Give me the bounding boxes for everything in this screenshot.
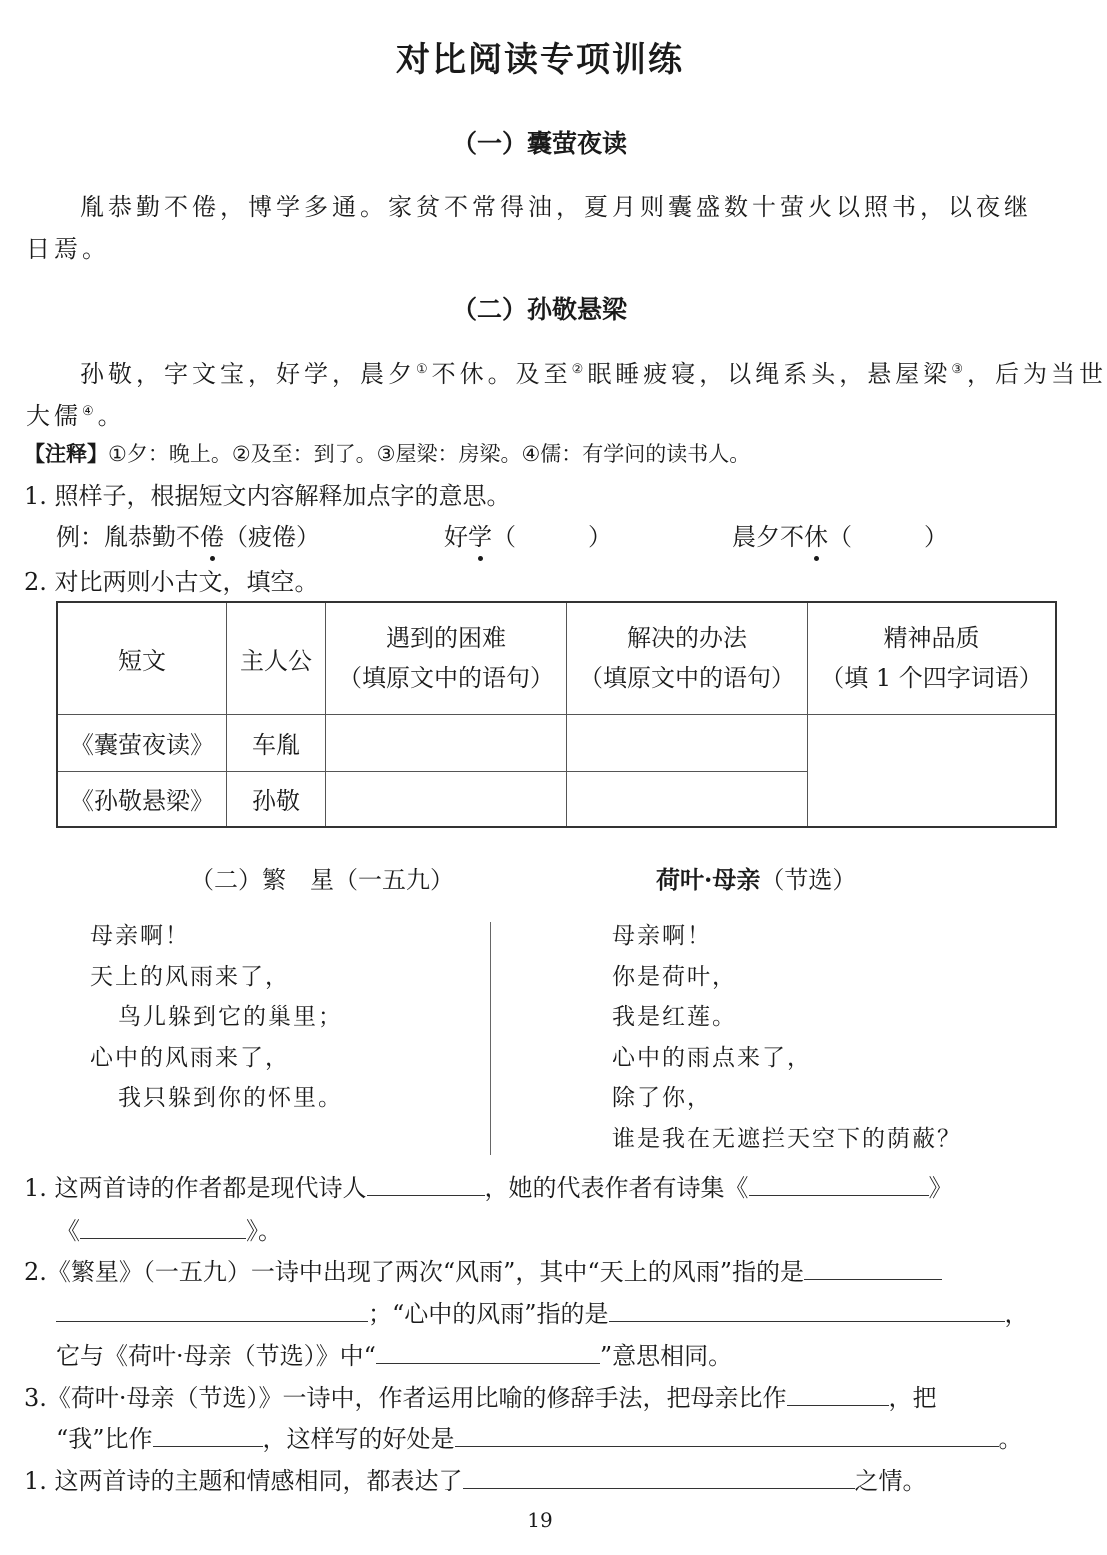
question-2-prompt: 2. 对比两则小古文，填空。 (24, 568, 319, 596)
sky-storm-blank-2[interactable] (56, 1301, 368, 1322)
poem-right-line-2: 你是荷叶， (612, 963, 737, 990)
passage-2-line-2 (26, 396, 126, 431)
question-1-item-1 (444, 517, 612, 552)
pq2-text-e: ”意思相同。 (599, 1342, 733, 1370)
table-header-row (57, 602, 1056, 714)
pq3-text-b: ，把 (888, 1384, 937, 1412)
poem-question-4 (24, 1461, 927, 1496)
note-ref-1: ① (416, 362, 432, 377)
pq2-text-b: ；“心中的风雨”指的是 (368, 1300, 609, 1328)
header-quality (808, 602, 1057, 714)
pq1-text-b: ，她的代表作者有诗集《 (484, 1174, 749, 1202)
poem-question-2-line-1 (24, 1252, 942, 1287)
poem-question-1-line-1 (24, 1168, 953, 1203)
row-2-text: 《孙敬悬梁》 (57, 771, 227, 827)
poem-right-line-3: 我是红莲。 (612, 1004, 737, 1030)
pq2-text-a: 2.《繁星》（一五九）一诗中出现了两次“风雨”，其中“天上的风雨”指的是 (24, 1258, 804, 1286)
comparison-table (56, 601, 1057, 828)
self-metaphor-blank[interactable] (153, 1426, 263, 1447)
pq3-text-a: 3.《荷叶·母亲（节选）》一诗中，作者运用比喻的修辞手法，把母亲比作 (24, 1384, 787, 1412)
passage-2-part-d: ，后为当世 (966, 360, 1107, 388)
poem-left-line-1: 母亲啊！ (90, 923, 190, 949)
passage-1-line-1: 胤恭勤不倦，博学多通。家贫不常得油，夏月则囊盛数十萤火以照书，以夜继 (80, 193, 1032, 221)
pq1-text-c: 》 (928, 1174, 953, 1202)
poem-right (612, 916, 962, 1159)
row-1-solution-cell[interactable] (567, 714, 808, 771)
poem-left-line-2: 天上的风雨来了， (90, 963, 290, 990)
poem-question-3-line-2 (56, 1419, 1023, 1454)
mother-metaphor-blank[interactable] (787, 1385, 889, 1406)
question-1-item-2 (732, 517, 948, 552)
annotation-notes (24, 438, 750, 468)
poem-left (90, 916, 343, 1119)
poem-left-line-3: 鸟儿躲到它的巢里； (118, 1004, 343, 1030)
poem-right-line-1: 母亲啊！ (612, 923, 712, 949)
header-hero: 主人公 (227, 602, 326, 714)
passage-2-line-1 (80, 354, 1107, 389)
page-number: 19 (527, 1508, 553, 1532)
sky-storm-blank-1[interactable] (804, 1259, 942, 1280)
header-quality-title: 精神品质 (883, 624, 980, 653)
pq3-text-d: ，这样写的好处是 (262, 1425, 455, 1453)
poem-right-title (656, 860, 856, 895)
poem-question-2-line-3 (56, 1336, 732, 1371)
passage-2-part-c: 眠睡疲寝，以绳系头，悬屋梁 (587, 360, 952, 388)
row-1-hero: 车胤 (227, 714, 326, 771)
item-2-prefix: 晨夕不 (732, 523, 804, 551)
passage-2-part-f: 。 (97, 402, 126, 430)
question-1-prompt: 1. 照样子，根据短文内容解释加点字的意思。 (24, 482, 511, 510)
emotion-blank[interactable] (463, 1468, 855, 1489)
poem-right-line-4: 心中的雨点来了， (612, 1044, 812, 1071)
header-difficulty-note: （填原文中的语句） (338, 664, 554, 693)
row-1-text: 《囊萤夜读》 (57, 714, 227, 771)
row-2-solution-cell[interactable] (567, 771, 808, 827)
row-1-difficulty-cell[interactable] (326, 714, 567, 771)
poem-question-2-line-2 (56, 1294, 1029, 1329)
item-2-answer-blank[interactable]: （ ） (828, 523, 948, 551)
pq4-text-b: 之情。 (854, 1467, 927, 1495)
pq3-text-c: “我”比作 (56, 1425, 153, 1453)
collection-2-blank[interactable] (80, 1218, 246, 1239)
passage-2-part-b: 不休。及至 (431, 360, 572, 388)
header-text: 短文 (57, 602, 227, 714)
poem-right-title-main: 荷叶·母亲 (656, 865, 761, 894)
poem-right-line-5: 除了你， (612, 1085, 712, 1111)
section-heading-2: （二）孙敬悬梁 (452, 295, 628, 324)
header-solution-title: 解决的办法 (627, 624, 747, 653)
header-quality-note: （填 1 个四字词语） (820, 664, 1043, 693)
note-ref-2: ② (571, 362, 588, 377)
section-heading-1: （一）囊萤夜读 (452, 129, 628, 158)
poem-question-3-line-1 (24, 1378, 937, 1413)
passage-1-line-2: 日焉。 (26, 235, 110, 263)
header-solution-note: （填原文中的语句） (579, 664, 795, 693)
quality-cell[interactable] (808, 714, 1057, 827)
poem-left-line-4: 心中的风雨来了， (90, 1044, 290, 1071)
header-difficulty (326, 602, 567, 714)
poem-divider (490, 922, 491, 1155)
pq3-text-e: 。 (998, 1425, 1023, 1453)
item-2-dotted-char: 休 (804, 517, 828, 552)
heart-storm-blank[interactable] (609, 1301, 1005, 1322)
poem-right-line-6: 谁是我在无遮拦天空下的荫蔽？ (612, 1125, 962, 1152)
poem-left-line-5: 我只躲到你的怀里。 (118, 1085, 343, 1111)
header-difficulty-title: 遇到的困难 (386, 624, 506, 653)
row-2-difficulty-cell[interactable] (326, 771, 567, 827)
poem-question-1-line-2 (56, 1211, 282, 1246)
item-1-prefix: 好 (444, 523, 468, 551)
same-meaning-blank[interactable] (376, 1343, 600, 1364)
pq2-text-d: 它与《荷叶·母亲（节选）》中“ (56, 1342, 376, 1370)
table-row (57, 714, 1056, 771)
pq4-text-a: 1. 这两首诗的主题和情感相同，都表达了 (24, 1467, 463, 1495)
question-1-example (56, 517, 320, 552)
pq2-text-c: ， (1004, 1300, 1029, 1328)
item-1-dotted-char: 学 (468, 517, 492, 552)
poem-left-title: （二）繁 星（一五九） (190, 866, 454, 894)
pq1-text-e: 》。 (246, 1217, 282, 1245)
notes-label: 【注释】 (24, 442, 108, 466)
collection-1-blank[interactable] (749, 1175, 929, 1196)
passage-2-part-e: 大儒 (26, 402, 82, 430)
benefit-blank[interactable] (455, 1426, 999, 1447)
poem-right-title-note: （节选） (760, 866, 857, 894)
passage-2-part-a: 孙敬，字文宝，好学，晨夕 (80, 360, 416, 388)
notes-text: ①夕：晚上。②及至：到了。③屋梁：房梁。④儒：有学问的读书人。 (108, 442, 751, 466)
note-ref-3: ③ (951, 362, 967, 377)
example-answer: （疲倦） (224, 523, 320, 551)
note-ref-4: ④ (82, 404, 98, 419)
pq1-text-d: 《 (56, 1217, 80, 1245)
page-title: 对比阅读专项训练 (396, 40, 684, 80)
poet-name-blank[interactable] (367, 1175, 485, 1196)
item-1-answer-blank[interactable]: （ ） (492, 523, 612, 551)
example-prefix: 例：胤恭勤不 (56, 523, 200, 551)
example-dotted-char: 倦 (200, 517, 224, 552)
header-solution (567, 602, 808, 714)
row-2-hero: 孙敬 (227, 771, 326, 827)
pq1-text-a: 1. 这两首诗的作者都是现代诗人 (24, 1174, 367, 1202)
